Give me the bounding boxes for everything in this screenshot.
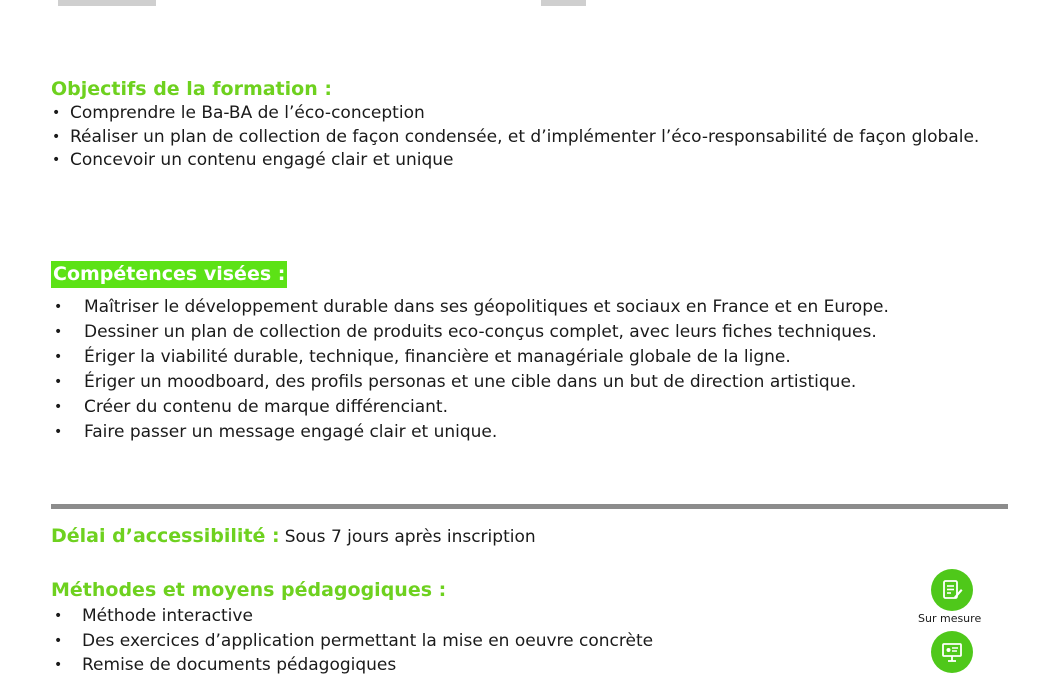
bullet: • bbox=[54, 632, 63, 649]
document-pen-icon bbox=[931, 569, 973, 611]
list-item: • Dessiner un plan de collection de produits eco-conçus complet, avec leurs fiches techniques. bbox=[51, 320, 889, 345]
competences-title: Compétences visées : bbox=[51, 261, 287, 288]
bullet: • bbox=[54, 299, 63, 315]
section-divider bbox=[51, 504, 1008, 509]
bullet: • bbox=[52, 128, 61, 145]
list-item: • Comprendre le Ba-BA de l’éco-conception bbox=[51, 102, 1011, 126]
methods-title: Méthodes et moyens pédagogiques : bbox=[51, 579, 447, 601]
objectives-list bbox=[51, 102, 1011, 173]
list-item: • Remise de documents pédagogiques bbox=[51, 653, 653, 675]
bullet: • bbox=[54, 608, 63, 624]
cropped-line-fragment bbox=[58, 0, 156, 6]
methods-list bbox=[51, 604, 653, 675]
presentation-board-icon bbox=[931, 631, 973, 673]
list-item: • Créer du contenu de marque différenciant. bbox=[51, 395, 889, 420]
list-item: • Concevoir un contenu engagé clair et unique bbox=[51, 149, 1011, 173]
list-item: • Réaliser un plan de collection de façon condensée, et d’implémenter l’éco-responsabilité de façon globale. bbox=[51, 126, 996, 150]
delay-value: Sous 7 jours après inscription bbox=[284, 527, 536, 547]
list-item: • Ériger la viabilité durable, technique, financière et managériale globale de la ligne. bbox=[51, 345, 889, 370]
objectives-title: Objectifs de la formation : bbox=[51, 78, 332, 100]
bullet: • bbox=[52, 152, 61, 168]
list-item: • Faire passer un message engagé clair et unique. bbox=[51, 420, 889, 445]
side-badge-label: Sur mesure bbox=[918, 612, 982, 625]
delay-row bbox=[51, 523, 536, 550]
list-item: • Maîtriser le développement durable dans ses géopolitiques et sociaux en France et en Europe. bbox=[51, 295, 889, 320]
list-item: • Méthode interactive bbox=[51, 604, 653, 629]
bullet: • bbox=[54, 399, 63, 415]
list-item: • Ériger un moodboard, des profils personas et une cible dans un but de direction artistique. bbox=[51, 370, 889, 395]
list-item: • Des exercices d’application permettant la mise en oeuvre concrète bbox=[51, 629, 653, 654]
delay-label: Délai d’accessibilité : bbox=[51, 525, 280, 547]
bullet: • bbox=[54, 324, 63, 340]
bullet: • bbox=[54, 349, 63, 365]
bullet: • bbox=[54, 424, 63, 440]
bullet: • bbox=[54, 657, 63, 673]
cropped-line-fragment bbox=[541, 0, 586, 6]
bullet: • bbox=[52, 105, 61, 121]
competences-list bbox=[51, 295, 889, 445]
bullet: • bbox=[54, 374, 63, 390]
